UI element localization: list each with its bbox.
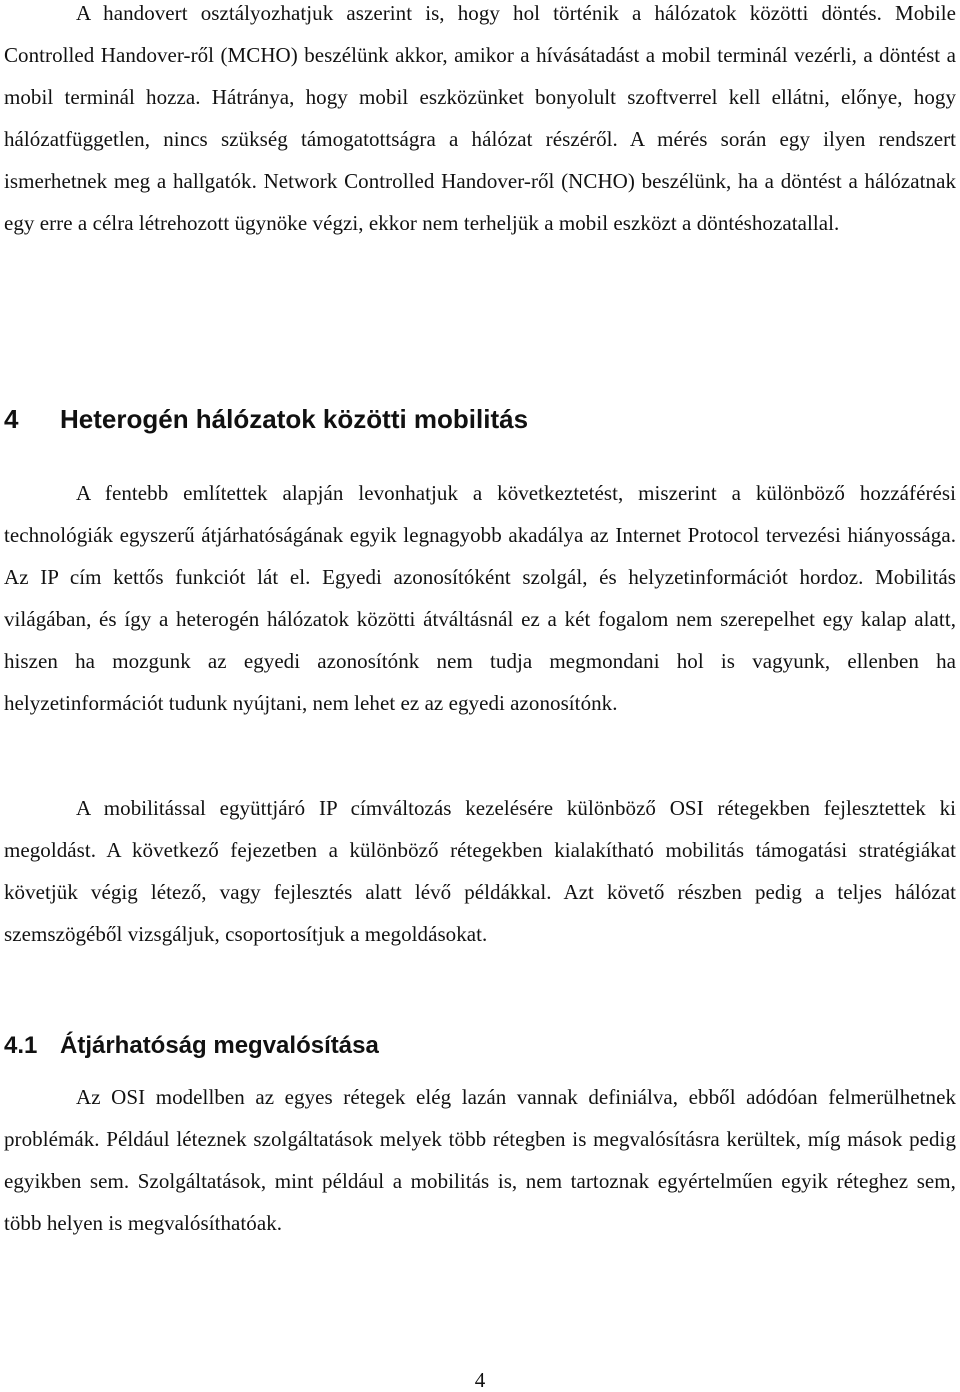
paragraph-handover-classification: A handovert osztályozhatjuk aszerint is, hogy hol történik a hálózatok közötti döntés. Mobile Controlled Handover-ről (MCHO) beszélünk akkor, amikor a hívásátadást a mobil terminál vezérli, a döntést a mobil terminál hozza. Hátránya, hogy mobil eszközünket bonyolult szoftverrel kell ellátni, előnye, hogy hálózatfüggetlen, nincs szükség támogatottságra a hálózat részéről. A mérés során egy ilyen rendszert ismerhetnek meg a hallgatók. Network Controlled Handover-ről (NCHO) beszélünk, ha a döntést a hálózatnak egy erre a célra létrehozott ügynöke végzi, ekkor nem terheljük a mobil eszközt a döntéshozatallal.	[4, 1, 956, 235]
section-heading	[4, 402, 956, 436]
document-page	[4, 0, 956, 1392]
subsection-number: 4.1	[4, 1032, 38, 1059]
page-number: 4	[474, 1368, 486, 1392]
subsection-title: Átjárhatóság megvalósítása	[60, 1032, 379, 1059]
subsection-heading	[4, 1030, 956, 1062]
section-number: 4	[4, 404, 19, 434]
paragraph-osi-solutions: A mobilitással együttjáró IP címváltozás kezelésére különböző OSI rétegekben fejlesztettek ki megoldást. A következő fejezetben a különböző rétegekben kialakítható mobilitás támogatási stratégiákat követjük végig létező, vagy fejlesztés alatt lévő példákkal. Azt követő részben pedig a teljes hálózat szemszögéből vizsgáljuk, csoportosítjuk a megoldásokat.	[4, 796, 956, 946]
paragraph-osi-model: Az OSI modellben az egyes rétegek elég lazán vannak definiálva, ebből adódóan felmerülhetnek problémák. Például léteznek szolgáltatások melyek több rétegben is megvalósításra kerültek, míg mások pedig egyikben sem. Szolgáltatások, mint például a mobilitás is, nem tartoznak egyértelműen egyik réteghez sem, több helyen is megvalósíthatóak.	[4, 1085, 956, 1235]
paragraph-ip-address-problem: A fentebb említettek alapján levonhatjuk a következtetést, miszerint a különböző hozzáférési technológiák egyszerű átjárhatóságának egyik legnagyobb akadálya az Internet Protocol tervezési hiányossága. Az IP cím kettős funkciót lát el. Egyedi azonosítóként szolgál, és helyzetinformációt hordoz. Mobilitás világában, és így a heterogén hálózatok közötti átváltásnál ez a két fogalom nem szerepelhet egy kalap alatt, hiszen ha mozgunk az egyedi azonosítónk nem tudja megmondani hol is vagyunk, ellenben ha helyzetinformációt tudunk nyújtani, nem lehet ez az egyedi azonosítónk.	[4, 481, 956, 715]
section-title: Heterogén hálózatok közötti mobilitás	[60, 404, 529, 434]
